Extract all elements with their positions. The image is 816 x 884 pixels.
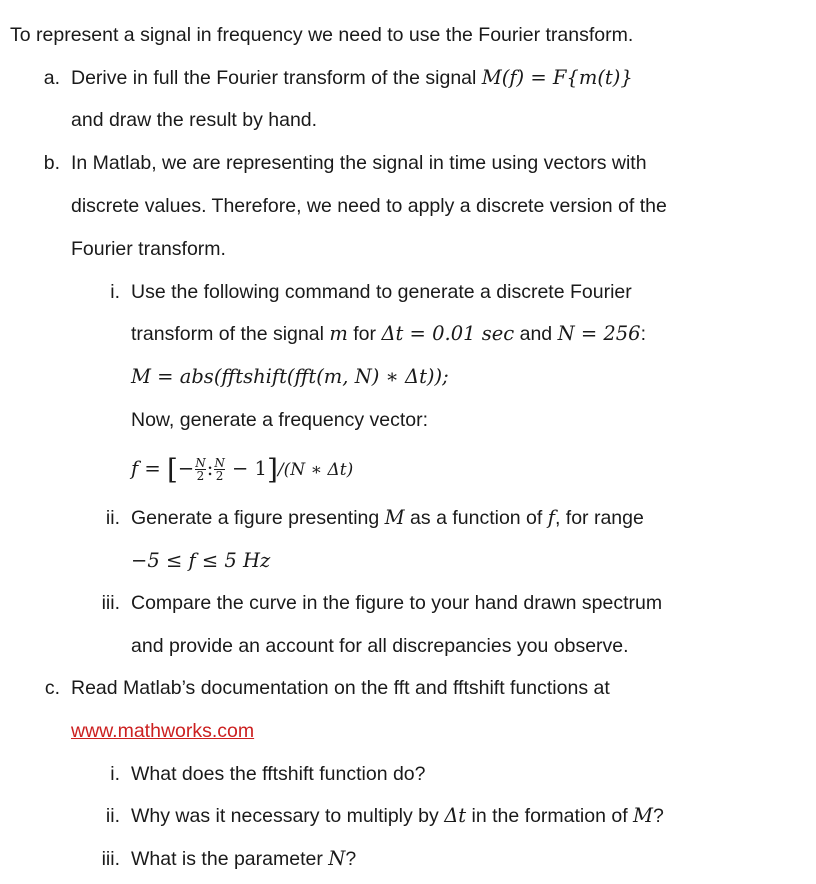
frac-1-num: N [195,456,206,471]
item-b-i-math-dt: Δt = 0.01 sec [381,322,515,345]
formula-colon: : [206,457,214,480]
item-c-ii-text-b: in the formation of [466,805,634,827]
item-c-iii-text-a: What is the parameter [131,848,329,870]
item-c-iii-line [131,844,356,874]
intro-text: To represent a signal in frequency we need to use the Fourier transform. [10,24,634,46]
item-b-ii-math-f: f [547,506,555,529]
item-b-ii-text-b: as a function of [404,507,548,529]
item-b-i-line2 [131,319,646,349]
formula-open-bracket: [ [166,452,178,486]
item-b-i-math-m: m [329,322,348,345]
item-a-marker: a. [43,67,60,89]
item-b-ii-line1 [131,503,644,533]
item-b-line1: In Matlab, we are representing the signal in time using vectors with [71,152,647,174]
formula-frac-1 [195,457,206,482]
item-c-ii-text-a: Why was it necessary to multiply by [131,805,445,827]
frac-2-den: 2 [215,469,224,484]
item-b-ii-math-M: M [384,506,405,529]
frequency-range: −5 ≤ f ≤ 5 Hz [131,549,271,572]
item-b-i-text-b: for [347,323,382,345]
item-b-ii-text-a: Generate a figure presenting [131,507,385,529]
item-b-iii-line1: Compare the curve in the figure to your hand drawn spectrum [131,592,663,614]
item-b-i-math-n: N = 256 [557,322,641,345]
item-c-i-text: What does the fftshift function do? [131,763,426,785]
mathworks-link-line [71,716,254,746]
item-c-line1: Read Matlab’s documentation on the fft and fftshift functions at [71,677,610,699]
formula-lhs: f = [131,457,167,480]
item-a-line2: and draw the result by hand. [71,109,318,131]
item-b-i-marker: i. [110,281,120,303]
item-b-i-text-d: : [640,323,647,345]
item-c-ii-math-M: M [633,804,653,827]
mathworks-link[interactable]: www.mathworks.com [71,720,255,742]
formula-close-bracket: ] [266,452,278,486]
item-b-line2: discrete values. Therefore, we need to apply a discrete version of the [71,195,667,217]
item-b-iii-line2: and provide an account for all discrepancies you observe. [131,635,629,657]
item-a-text: Derive in full the Fourier transform of the signal [71,67,482,89]
item-a-math: M(f) = F{m(t)} [481,66,633,89]
item-b-ii-text-c: , for range [554,507,644,529]
item-b-i-text-a: transform of the signal [131,323,330,345]
item-c-i-marker: i. [110,763,120,785]
frequency-vector-formula [131,452,353,486]
item-c-ii-line [131,801,664,831]
formula-minus: − [177,457,195,480]
item-c-iii-math-N: N [328,847,346,870]
item-c-ii-marker: ii. [105,805,120,827]
formula-minus-one: − 1 [225,457,267,480]
item-c-ii-text-c: ? [653,805,664,827]
item-a-line1 [71,63,633,93]
item-c-marker: c. [44,677,60,699]
item-b-i-text-c: and [514,323,558,345]
item-c-ii-math-dt: Δt [444,804,467,827]
item-c-iii-marker: iii. [101,848,120,870]
item-b-iii-marker: iii. [101,592,120,614]
item-b-i-line4: Now, generate a frequency vector: [131,409,429,431]
frac-2-num: N [214,456,225,471]
item-c-iii-text-b: ? [345,848,357,870]
frac-1-den: 2 [196,469,205,484]
item-b-ii-marker: ii. [105,507,120,529]
item-b-marker: b. [43,152,60,174]
formula-frac-2 [214,457,225,482]
matlab-command: M = abs(fftshift(fft(m, N) ∗ Δt)); [131,365,449,388]
item-b-i-line1: Use the following command to generate a discrete Fourier [131,281,632,303]
item-b-line3: Fourier transform. [71,238,226,260]
formula-rhs: /(N ∗ Δt) [277,460,354,480]
